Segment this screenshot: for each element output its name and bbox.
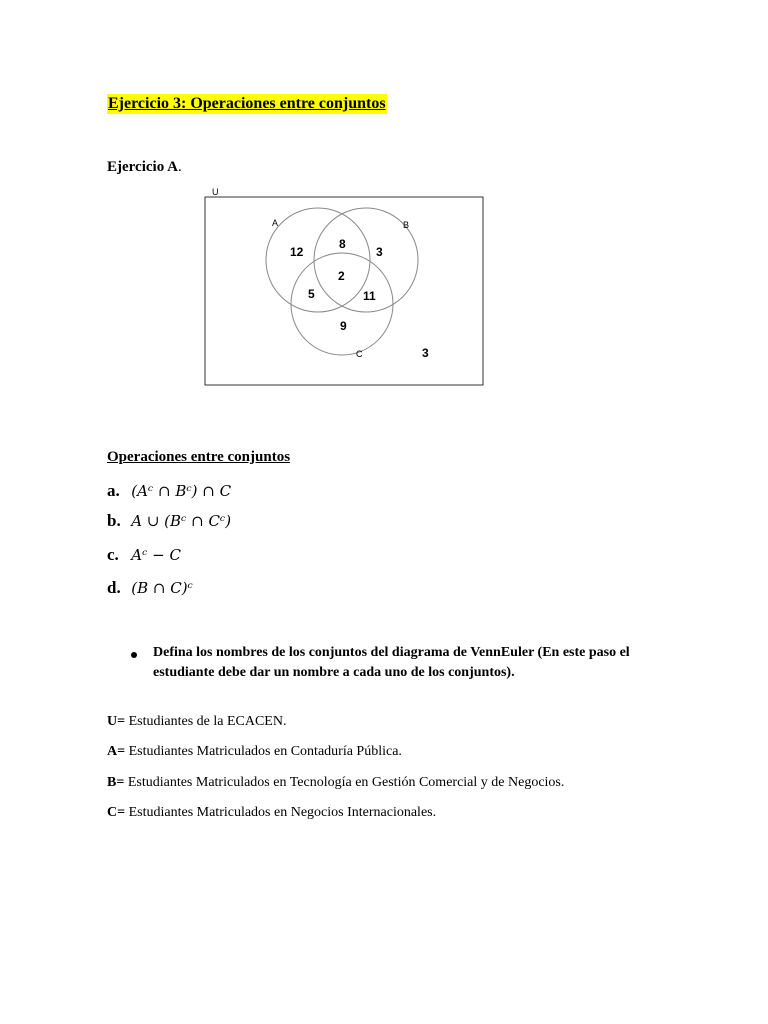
exercise-subtitle <box>107 159 182 176</box>
region-a-b-value: 8 <box>339 237 346 251</box>
operation-letter: b. <box>107 511 121 530</box>
operation-expression: Aᶜ − C <box>131 546 181 564</box>
operation-letter: c. <box>107 545 119 564</box>
operation-expression: A ∪ (Bᶜ ∩ Cᶜ) <box>131 512 232 530</box>
definition-text: Estudiantes Matriculados en Tecnología en Gestión Comercial y de Negocios. <box>124 775 565 790</box>
definition-text: Estudiantes de la ECACEN. <box>125 714 287 729</box>
region-c-only-value: 9 <box>340 319 347 333</box>
exercise-subtitle-punct: . <box>177 159 182 175</box>
region-outside-value: 3 <box>422 346 429 360</box>
definition-c <box>107 805 436 821</box>
definition-key: B= <box>107 775 125 790</box>
operation-expression: (Aᶜ ∩ Bᶜ) ∩ C <box>131 482 232 500</box>
definition-text: Estudiantes Matriculados en Contaduría Pública. <box>125 744 402 759</box>
definition-u <box>107 714 286 730</box>
set-b-label: B <box>403 220 410 230</box>
definition-text: Estudiantes Matriculados en Negocios Internacionales. <box>125 805 437 820</box>
definition-key: C= <box>107 805 126 820</box>
venn-diagram <box>190 180 500 395</box>
region-a-c-value: 5 <box>308 287 315 301</box>
operation-c <box>107 545 181 565</box>
set-a-label: A <box>272 218 279 228</box>
operation-a <box>107 481 231 501</box>
set-a-circle <box>266 208 370 312</box>
definition-key: A= <box>107 744 126 759</box>
operation-expression: (B ∩ C)ᶜ <box>131 579 193 597</box>
universe-rectangle <box>205 197 483 385</box>
operation-b <box>107 511 231 531</box>
operations-heading: Operaciones entre conjuntos <box>107 449 291 465</box>
bullet-icon <box>131 652 137 658</box>
region-b-only-value: 3 <box>376 245 383 259</box>
region-a-only-value: 12 <box>290 245 304 259</box>
region-b-c-value: 11 <box>363 289 376 303</box>
instruction-text: Defina los nombres de los conjuntos del diagrama de VennEuler (En este paso el estudiante debe dar un nombre a cada uno de los conjuntos). <box>153 645 630 680</box>
operation-d <box>107 578 193 598</box>
definition-b <box>107 775 564 791</box>
set-c-label: C <box>356 349 363 359</box>
exercise-subtitle-text: Ejercicio A <box>107 159 178 175</box>
universe-label: U <box>212 187 219 197</box>
definition-key: U= <box>107 714 126 729</box>
page-title: Ejercicio 3: Operaciones entre conjuntos <box>108 95 386 112</box>
operation-letter: a. <box>107 481 120 500</box>
region-a-b-c-value: 2 <box>338 269 345 283</box>
operation-letter: d. <box>107 578 121 597</box>
definition-a <box>107 744 402 760</box>
